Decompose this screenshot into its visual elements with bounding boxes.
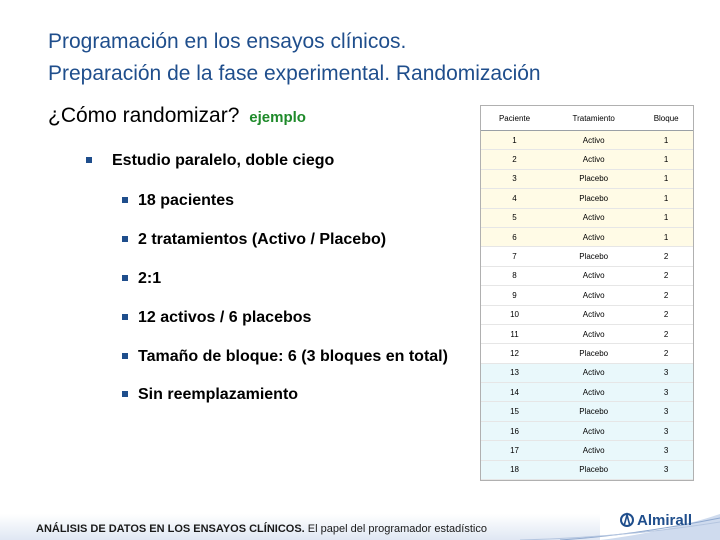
bullet-square-icon [122,314,128,320]
cell-paciente: 4 [481,189,548,208]
cell-bloque: 3 [639,402,693,421]
almirall-logo-icon [620,512,634,528]
cell-tratamiento: Activo [548,363,639,382]
question-heading [48,104,306,128]
cell-bloque: 3 [639,441,693,460]
cell-bloque: 2 [639,305,693,324]
bullet-item-text: Tamaño de bloque: 6 (3 bloques en total) [138,348,448,365]
bullet-item [138,348,448,366]
cell-tratamiento: Activo [548,131,639,150]
header-tratamiento: Tratamiento [548,106,639,131]
cell-bloque: 2 [639,344,693,363]
cell-paciente: 18 [481,460,548,479]
cell-paciente: 6 [481,227,548,246]
cell-bloque: 1 [639,189,693,208]
bullet-item [138,270,161,288]
table-row [481,441,693,460]
cell-paciente: 12 [481,344,548,363]
header-paciente: Paciente [481,106,548,131]
cell-tratamiento: Activo [548,227,639,246]
bullet-item-text: 2 tratamientos (Activo / Placebo) [138,231,387,248]
bullet-square-icon [86,157,92,163]
cell-tratamiento: Activo [548,286,639,305]
cell-bloque: 1 [639,169,693,188]
footer-text [36,523,487,535]
cell-paciente: 7 [481,247,548,266]
table-row [481,266,693,285]
cell-paciente: 3 [481,169,548,188]
bullet-square-icon [122,391,128,397]
bullet-square-icon [122,197,128,203]
footer-text-rest: El papel del programador estadístico [304,523,487,535]
bullet-square-icon [122,236,128,242]
cell-tratamiento: Activo [548,441,639,460]
bullet-item-text: 18 pacientes [138,192,235,209]
bullet-item [138,309,311,327]
cell-tratamiento: Placebo [548,402,639,421]
cell-paciente: 5 [481,208,548,227]
table-row [481,189,693,208]
footer-text-bold: ANÁLISIS DE DATOS EN LOS ENSAYOS CLÍNICOS. [36,523,305,535]
table-row [481,169,693,188]
table-body [481,131,693,480]
cell-tratamiento: Activo [548,383,639,402]
title-line-1: Programación en los ensayos clínicos. [48,30,407,53]
logo-text: Almirall [637,511,693,529]
cell-paciente: 9 [481,286,548,305]
table-row [481,421,693,440]
cell-tratamiento: Placebo [548,247,639,266]
cell-tratamiento: Placebo [548,460,639,479]
cell-tratamiento: Placebo [548,189,639,208]
footer [0,511,720,540]
bullet-item-text: 12 activos / 6 placebos [138,309,312,326]
title-line-2: Preparación de la fase experimental. Randomización [48,62,541,85]
bullet-square-icon [122,275,128,281]
cell-paciente: 16 [481,421,548,440]
bullet-square-icon [122,353,128,359]
table-row [481,227,693,246]
cell-tratamiento: Activo [548,305,639,324]
cell-tratamiento: Activo [548,208,639,227]
bullet-item-text: Sin reemplazamiento [138,386,299,403]
bullet-main-text: Estudio paralelo, doble ciego [112,152,335,169]
cell-tratamiento: Activo [548,324,639,343]
cell-bloque: 2 [639,266,693,285]
table-row [481,208,693,227]
question-text: ¿Cómo randomizar? [48,104,240,127]
randomization-table [481,106,693,480]
cell-tratamiento: Activo [548,150,639,169]
cell-paciente: 11 [481,324,548,343]
table-header-row [481,106,693,131]
table-row [481,305,693,324]
table-row [481,247,693,266]
table-row [481,344,693,363]
slide-title [48,26,708,90]
cell-bloque: 3 [639,460,693,479]
cell-bloque: 2 [639,324,693,343]
cell-bloque: 2 [639,286,693,305]
cell-bloque: 1 [639,131,693,150]
bullet-item-text: 2:1 [138,270,162,287]
bullet-item [138,386,298,404]
cell-paciente: 2 [481,150,548,169]
table-row [481,460,693,479]
cell-tratamiento: Placebo [548,169,639,188]
bullet-item [138,192,234,210]
cell-paciente: 13 [481,363,548,382]
cell-paciente: 8 [481,266,548,285]
cell-paciente: 17 [481,441,548,460]
cell-tratamiento: Activo [548,421,639,440]
cell-bloque: 3 [639,383,693,402]
table-row [481,324,693,343]
cell-bloque: 2 [639,247,693,266]
table-row [481,286,693,305]
bullet-item [138,231,386,249]
cell-tratamiento: Activo [548,266,639,285]
bullet-main [112,152,334,170]
table-row [481,402,693,421]
table-row [481,131,693,150]
table-row [481,363,693,382]
cell-paciente: 15 [481,402,548,421]
cell-paciente: 14 [481,383,548,402]
cell-bloque: 1 [639,227,693,246]
cell-paciente: 1 [481,131,548,150]
table-row [481,383,693,402]
header-bloque: Bloque [639,106,693,131]
table-row [481,150,693,169]
cell-bloque: 1 [639,150,693,169]
cell-bloque: 3 [639,421,693,440]
almirall-logo [620,510,692,530]
cell-tratamiento: Placebo [548,344,639,363]
cell-bloque: 3 [639,363,693,382]
cell-bloque: 1 [639,208,693,227]
example-label: ejemplo [249,109,306,126]
cell-paciente: 10 [481,305,548,324]
